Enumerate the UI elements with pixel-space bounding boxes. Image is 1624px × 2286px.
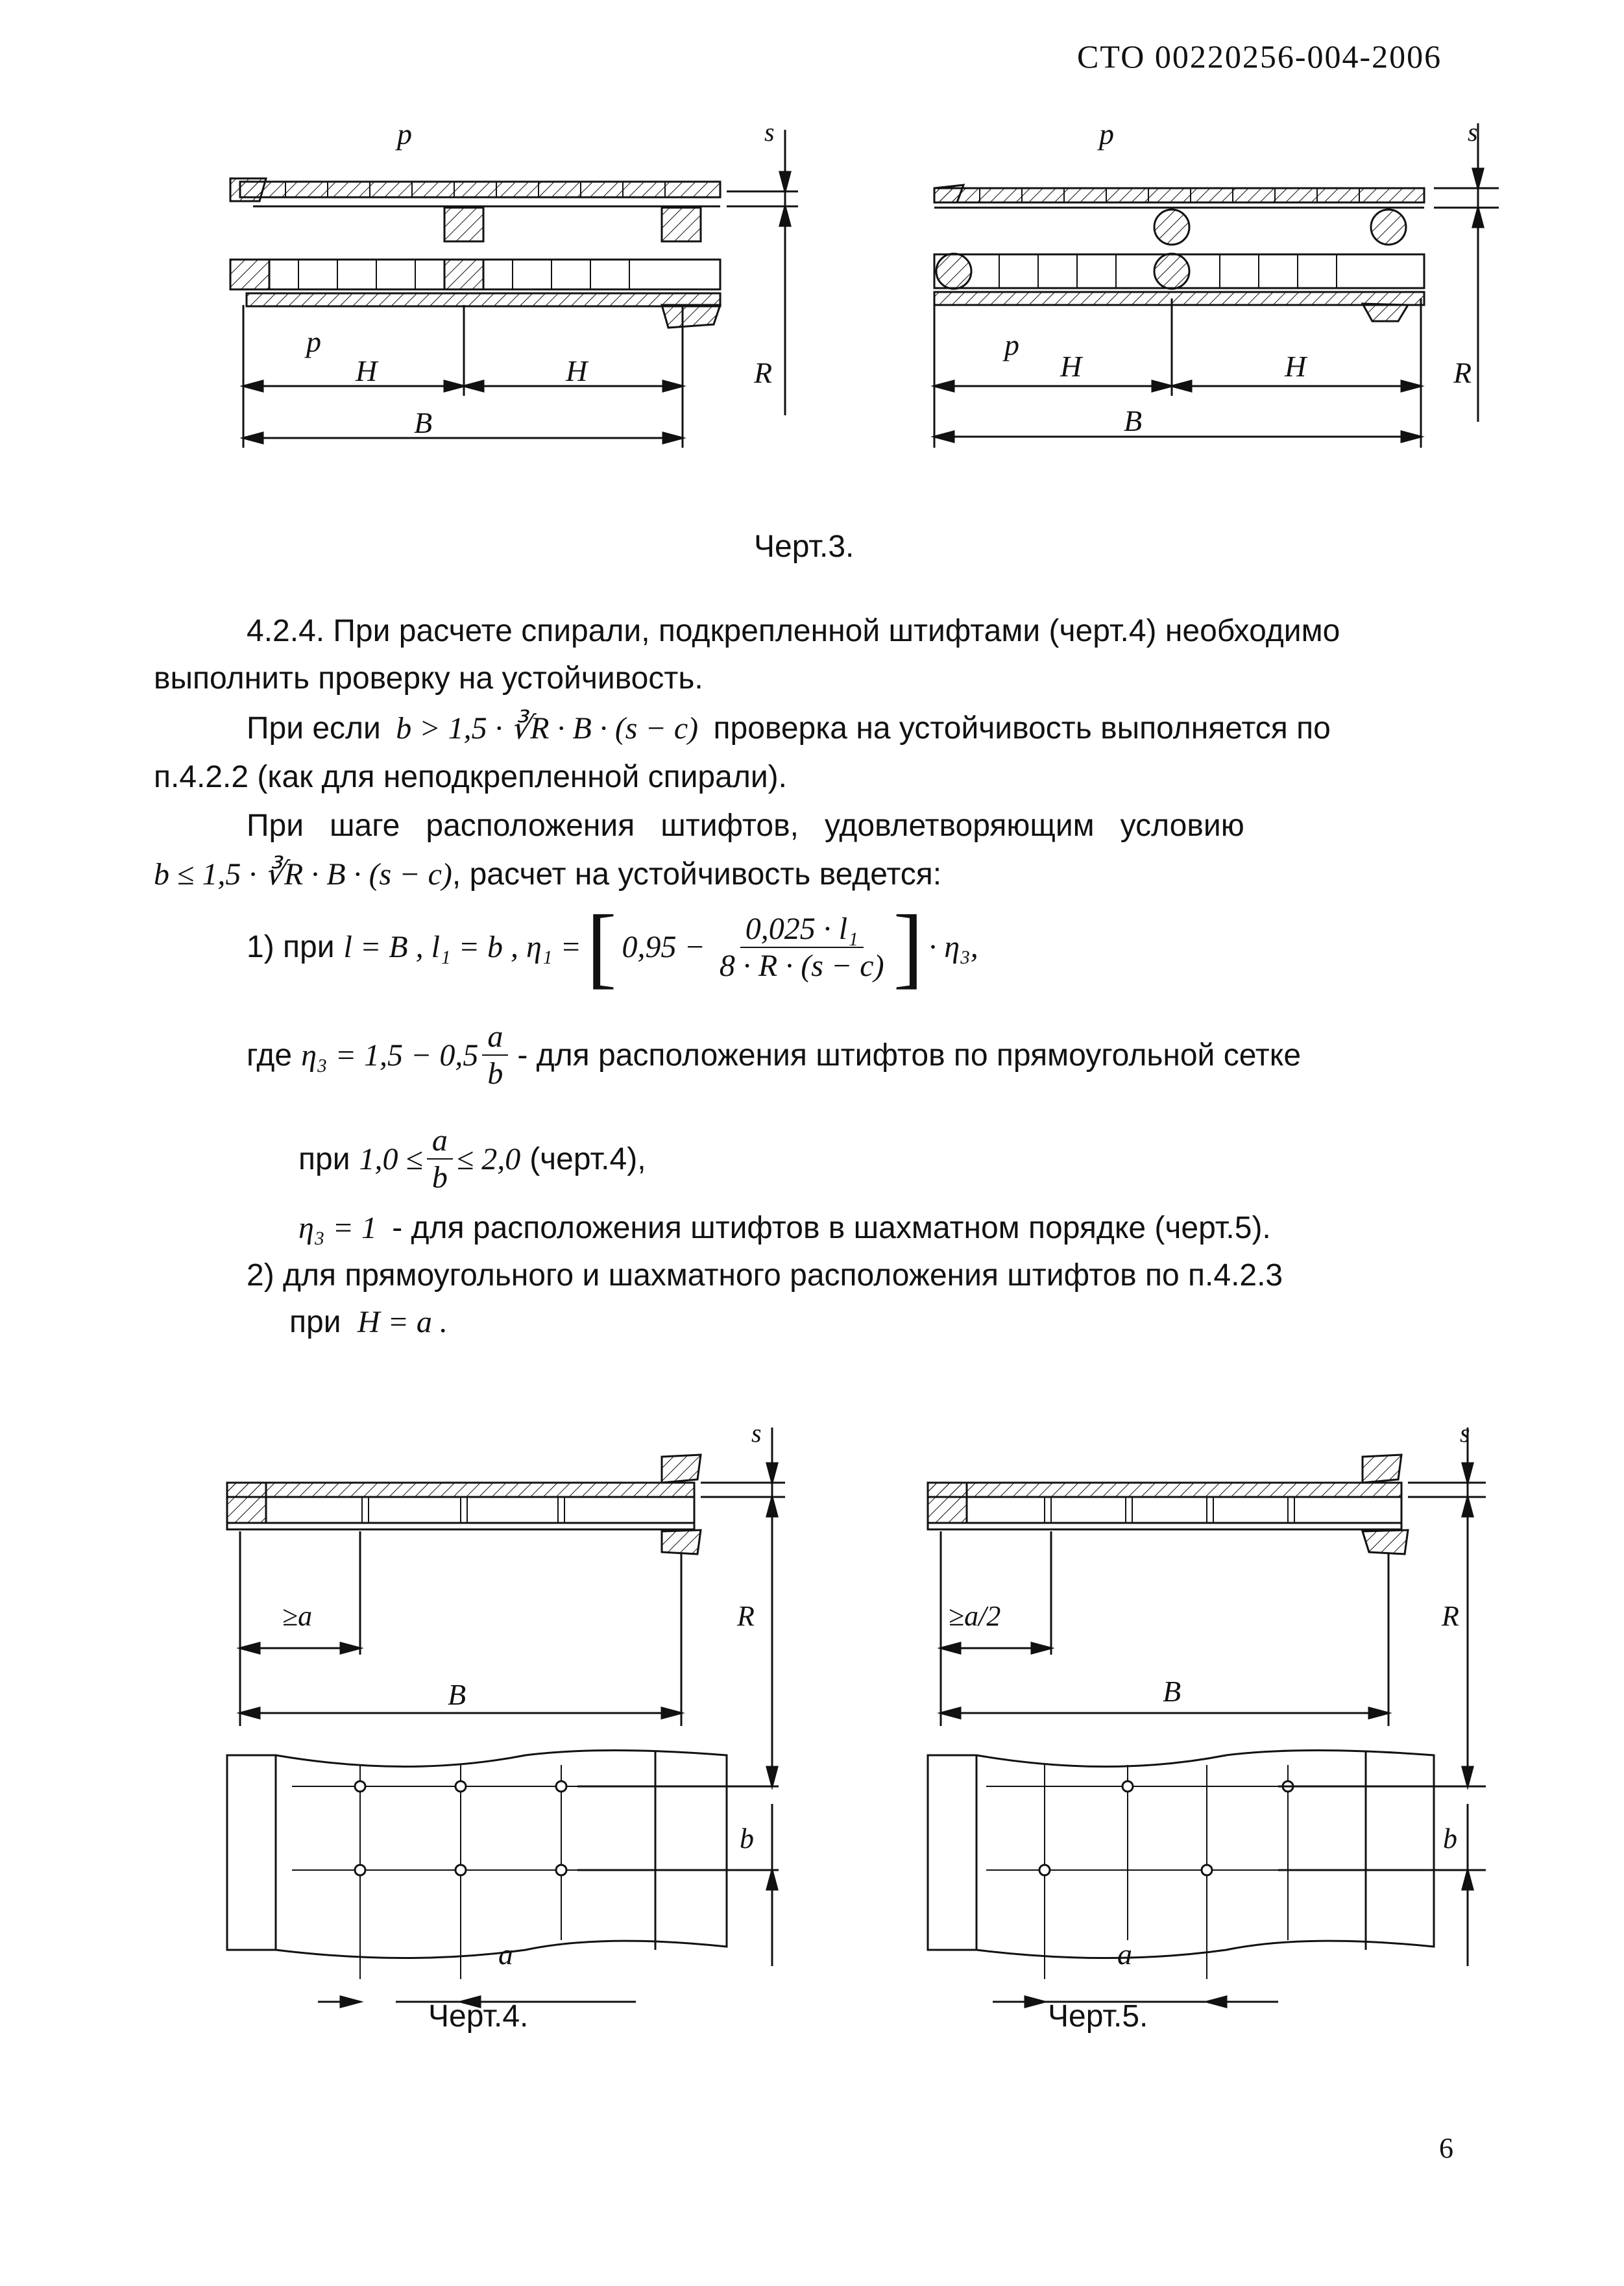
fig5-label-b: b [1443, 1823, 1457, 1854]
item1-conditions: l = B , l₁ = b , η₁ = [343, 930, 581, 965]
where-frac-num: a [482, 1019, 508, 1056]
cond-fraction [427, 1123, 453, 1195]
paragraph-condition-1 [247, 711, 1331, 746]
document-code: СТО 00220256-004-2006 [1077, 38, 1442, 75]
p3-end: , расчет на устойчивость ведется: [452, 857, 942, 892]
cond-num: a [427, 1123, 453, 1160]
fig4-label-ge-a: ≥a [282, 1600, 313, 1632]
item2-formula: H = a . [357, 1305, 448, 1339]
cond-den: b [431, 1160, 448, 1195]
cond-prefix: при [298, 1141, 350, 1176]
section-4-2-4-line2: выполнить проверку на устойчивость. [154, 661, 703, 696]
eta-text: - для расположения штифтов в шахматном порядке (черт.5). [392, 1211, 1271, 1245]
item2-prefix: при [289, 1305, 341, 1339]
where-frac-den: b [487, 1056, 503, 1091]
figure-3-caption: Черт.3. [754, 529, 854, 564]
section-4-2-4-line1: 4.2.4. При расчете спирали, подкрепленной штифтами (черт.4) необходимо [247, 614, 1340, 648]
fig4-label-b: b [740, 1823, 754, 1854]
fig5-label-ge-a-half: ≥a/2 [949, 1600, 1001, 1632]
item1-numerator: 0,025 · l₁ [740, 911, 864, 948]
item-2-line2 [289, 1304, 448, 1340]
cond-left: 1,0 ≤ [359, 1141, 423, 1176]
fig3-left-label-s: s [764, 117, 775, 147]
paragraph-condition-1-line2: п.4.2.2 (как для неподкрепленной спирали). [154, 760, 787, 794]
where-text: - для расположения штифтов по прямоугольной сетке [517, 1038, 1302, 1073]
fig4-label-R: R [737, 1600, 755, 1632]
item1-fraction [714, 911, 890, 984]
paragraph-condition-2-line1: При шаге расположения штифтов, удовлетворяющим условию [247, 809, 1244, 843]
page-number: 6 [1439, 2132, 1453, 2164]
cond-ref: (черт.4), [529, 1141, 646, 1176]
item1-bracket-left: [ [586, 897, 617, 997]
eta3-staggered-line [298, 1210, 1271, 1246]
fig5-label-B: B [1163, 1675, 1182, 1708]
fig3-left-label-p-bottom: p [306, 325, 321, 358]
item1-bracket-right: ] [893, 897, 924, 997]
fig5-label-a: a [1117, 1938, 1132, 1971]
fig3-right-label-H1: H [1060, 350, 1082, 383]
figure-5-caption: Черт.5. [1048, 1999, 1148, 2034]
fig3-left-label-H1: H [356, 354, 378, 387]
fig3-right-label-R: R [1453, 356, 1472, 389]
figure-4-caption: Черт.4. [428, 1999, 529, 2034]
fig5-label-s: s [1460, 1418, 1470, 1448]
where-fraction [482, 1019, 508, 1091]
where-formula: η₃ = 1,5 − 0,5 [301, 1038, 479, 1073]
fig3-right-label-p-top: p [1099, 117, 1114, 151]
item-2-line1: 2) для прямоугольного и шахматного расположения штифтов по п.4.2.3 [247, 1258, 1283, 1293]
p2-end: проверка на устойчивость выполняется по [713, 711, 1331, 746]
fig3-left-label-B: B [414, 406, 433, 439]
cond-right: ≤ 2,0 [456, 1141, 521, 1176]
fig4-label-a: a [498, 1938, 513, 1971]
fig3-right-label-s: s [1468, 117, 1478, 147]
item1-head: 0,95 − [622, 930, 705, 965]
fig3-right-label-H2: H [1285, 350, 1307, 383]
where-eta3-line [247, 1019, 1301, 1091]
item1-denominator: 8 · R · (s − c) [719, 949, 884, 983]
fig4-label-s: s [751, 1418, 762, 1448]
item1-tail: · η₃, [928, 930, 978, 965]
p2-formula: b > 1,5 · ∛R · B · (s − c) [396, 711, 699, 746]
fig4-label-B: B [448, 1678, 467, 1711]
p2-start: При если [247, 711, 381, 746]
condition-ratio-line [298, 1123, 646, 1195]
fig3-left-label-H2: H [566, 354, 588, 387]
item1-prefix: 1) при [247, 930, 335, 965]
figure-4-5-drawing [214, 1415, 1512, 2076]
figure-3-drawing [214, 110, 1505, 474]
fig3-right-label-p-bottom: p [1004, 328, 1019, 361]
fig3-left-label-p-top: p [397, 117, 412, 151]
eta-formula: η₃ = 1 [298, 1211, 377, 1245]
fig3-left-label-R: R [754, 356, 773, 389]
fig5-label-R: R [1442, 1600, 1459, 1632]
item-1-formula [247, 897, 978, 997]
where-prefix: где [247, 1038, 293, 1073]
p3-formula: b ≤ 1,5 · ∛R · B · (s − c) [154, 857, 452, 892]
paragraph-condition-2-line2 [154, 857, 941, 892]
fig3-right-label-B: B [1124, 404, 1143, 437]
